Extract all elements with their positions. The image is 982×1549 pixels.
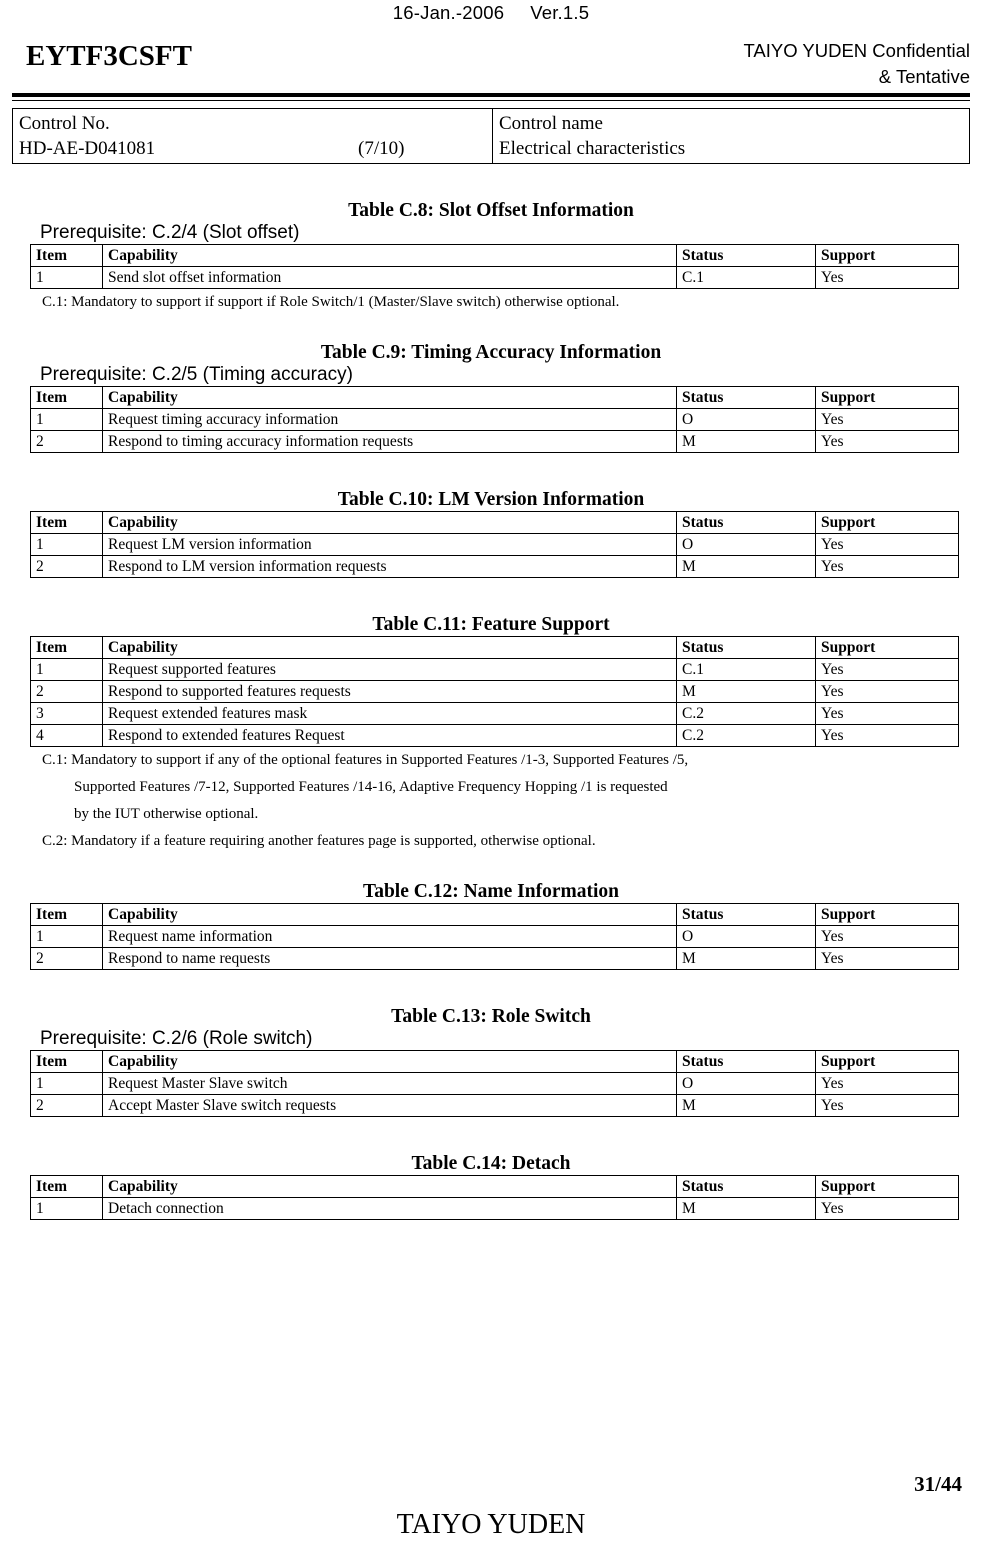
col-support: Support — [816, 637, 959, 659]
control-no-cell — [13, 109, 493, 163]
col-capability: Capability — [103, 637, 677, 659]
col-status: Status — [677, 245, 816, 267]
cell-status: O — [677, 409, 816, 431]
cell-capability: Respond to supported features requests — [103, 681, 677, 703]
cell-status: M — [677, 1198, 816, 1220]
cell-capability: Respond to timing accuracy information requests — [103, 431, 677, 453]
cell-item: 2 — [31, 431, 103, 453]
confidentiality-line-1: TAIYO YUDEN Confidential — [743, 40, 970, 61]
capability-table — [30, 903, 959, 970]
control-name-label: Control name — [499, 113, 603, 134]
cell-capability: Request extended features mask — [103, 703, 677, 725]
cell-support: Yes — [816, 725, 959, 747]
product-code: EYTF3CSFT — [26, 40, 192, 72]
control-info-box — [12, 108, 970, 164]
cell-support: Yes — [816, 267, 959, 289]
cell-status: M — [677, 948, 816, 970]
control-page-indicator: (7/10) — [358, 138, 405, 159]
cell-support: Yes — [816, 409, 959, 431]
table-header-row — [31, 637, 959, 659]
table-header-row — [31, 387, 959, 409]
table-title: Table C.9: Timing Accuracy Information — [320, 342, 662, 363]
col-support: Support — [816, 387, 959, 409]
cell-item: 2 — [31, 948, 103, 970]
table-prerequisite: Prerequisite: C.2/5 (Timing accuracy) — [40, 364, 353, 385]
cell-status: M — [677, 681, 816, 703]
col-item: Item — [31, 387, 103, 409]
cell-capability: Send slot offset information — [103, 267, 677, 289]
cell-item: 1 — [31, 1198, 103, 1220]
document-header — [12, 0, 970, 96]
capability-table — [30, 1175, 959, 1220]
cell-item: 1 — [31, 267, 103, 289]
cell-status: O — [677, 534, 816, 556]
table-row — [31, 431, 959, 453]
col-capability: Capability — [103, 512, 677, 534]
col-item: Item — [31, 1051, 103, 1073]
table-note: by the IUT otherwise optional. — [74, 806, 259, 822]
table-title: Table C.10: LM Version Information — [337, 489, 645, 510]
cell-capability: Request timing accuracy information — [103, 409, 677, 431]
cell-status: M — [677, 556, 816, 578]
cell-capability: Request supported features — [103, 659, 677, 681]
table-row — [31, 409, 959, 431]
control-name-cell — [493, 109, 969, 163]
col-capability: Capability — [103, 245, 677, 267]
table-row — [31, 534, 959, 556]
col-item: Item — [31, 904, 103, 926]
table-note: Supported Features /7-12, Supported Features /14-16, Adaptive Frequency Hopping /1 is requested — [74, 779, 668, 795]
col-status: Status — [677, 1176, 816, 1198]
control-name-value: Electrical characteristics — [499, 138, 686, 159]
cell-support: Yes — [816, 948, 959, 970]
cell-item: 2 — [31, 681, 103, 703]
cell-capability: Request LM version information — [103, 534, 677, 556]
cell-support: Yes — [816, 681, 959, 703]
table-row — [31, 681, 959, 703]
page-number: 31/44 — [914, 1472, 962, 1496]
footer-brand: TAIYO YUDEN — [396, 1509, 586, 1540]
cell-support: Yes — [816, 1095, 959, 1117]
cell-status: C.1 — [677, 659, 816, 681]
cell-capability: Respond to LM version information requests — [103, 556, 677, 578]
cell-support: Yes — [816, 1198, 959, 1220]
table-title: Table C.14: Detach — [411, 1153, 571, 1174]
col-status: Status — [677, 387, 816, 409]
cell-support: Yes — [816, 926, 959, 948]
table-row — [31, 926, 959, 948]
cell-capability: Accept Master Slave switch requests — [103, 1095, 677, 1117]
col-support: Support — [816, 904, 959, 926]
table-header-row — [31, 245, 959, 267]
capability-table — [30, 636, 959, 747]
table-row — [31, 1073, 959, 1095]
cell-capability: Respond to name requests — [103, 948, 677, 970]
table-prerequisite: Prerequisite: C.2/4 (Slot offset) — [40, 222, 300, 243]
table-title: Table C.8: Slot Offset Information — [348, 200, 634, 221]
capability-table — [30, 244, 959, 289]
col-item: Item — [31, 1176, 103, 1198]
cell-item: 1 — [31, 926, 103, 948]
table-row — [31, 725, 959, 747]
cell-status: M — [677, 1095, 816, 1117]
table-header-row — [31, 1176, 959, 1198]
cell-support: Yes — [816, 703, 959, 725]
cell-capability: Request Master Slave switch — [103, 1073, 677, 1095]
table-note: C.1: Mandatory to support if any of the optional features in Supported Features /1-3, Supported Features /5, — [42, 752, 689, 768]
table-title: Table C.11: Feature Support — [372, 614, 610, 635]
col-item: Item — [31, 512, 103, 534]
cell-capability: Request name information — [103, 926, 677, 948]
table-header-row — [31, 904, 959, 926]
col-support: Support — [816, 245, 959, 267]
table-row — [31, 659, 959, 681]
header-divider — [12, 93, 970, 101]
col-status: Status — [677, 512, 816, 534]
cell-capability: Respond to extended features Request — [103, 725, 677, 747]
table-row — [31, 267, 959, 289]
col-capability: Capability — [103, 904, 677, 926]
cell-status: C.2 — [677, 725, 816, 747]
cell-support: Yes — [816, 534, 959, 556]
cell-support: Yes — [816, 556, 959, 578]
cell-item: 2 — [31, 1095, 103, 1117]
table-prerequisite: Prerequisite: C.2/6 (Role switch) — [40, 1028, 313, 1049]
col-capability: Capability — [103, 1176, 677, 1198]
table-note: C.1: Mandatory to support if support if Role Switch/1 (Master/Slave switch) otherwise optional. — [42, 294, 620, 310]
cell-item: 2 — [31, 556, 103, 578]
cell-item: 1 — [31, 534, 103, 556]
cell-item: 1 — [31, 659, 103, 681]
table-row — [31, 1095, 959, 1117]
cell-item: 1 — [31, 409, 103, 431]
col-support: Support — [816, 1051, 959, 1073]
header-date: 16-Jan.-2006 — [392, 2, 505, 23]
cell-status: O — [677, 1073, 816, 1095]
control-no-label: Control No. — [19, 113, 110, 134]
capability-table — [30, 1050, 959, 1117]
cell-item: 4 — [31, 725, 103, 747]
cell-capability: Detach connection — [103, 1198, 677, 1220]
col-capability: Capability — [103, 1051, 677, 1073]
cell-status: M — [677, 431, 816, 453]
cell-status: O — [677, 926, 816, 948]
table-row — [31, 703, 959, 725]
capability-table — [30, 386, 959, 453]
confidentiality-line-2: & Tentative — [878, 66, 970, 87]
table-title: Table C.12: Name Information — [362, 881, 620, 902]
control-no-value: HD-AE-D041081 — [19, 138, 156, 159]
header-date-line — [12, 2, 970, 24]
table-header-row — [31, 512, 959, 534]
col-status: Status — [677, 904, 816, 926]
cell-support: Yes — [816, 659, 959, 681]
table-row — [31, 1198, 959, 1220]
table-header-row — [31, 1051, 959, 1073]
col-support: Support — [816, 512, 959, 534]
col-support: Support — [816, 1176, 959, 1198]
col-status: Status — [677, 1051, 816, 1073]
col-status: Status — [677, 637, 816, 659]
col-item: Item — [31, 245, 103, 267]
table-note: C.2: Mandatory if a feature requiring another features page is supported, otherwise optional. — [42, 833, 596, 849]
cell-item: 3 — [31, 703, 103, 725]
cell-status: C.2 — [677, 703, 816, 725]
table-row — [31, 948, 959, 970]
col-capability: Capability — [103, 387, 677, 409]
cell-item: 1 — [31, 1073, 103, 1095]
capability-table — [30, 511, 959, 578]
table-title: Table C.13: Role Switch — [391, 1006, 591, 1027]
confidentiality-notice — [743, 38, 970, 90]
cell-support: Yes — [816, 1073, 959, 1095]
cell-status: C.1 — [677, 267, 816, 289]
table-row — [31, 556, 959, 578]
col-item: Item — [31, 637, 103, 659]
cell-support: Yes — [816, 431, 959, 453]
header-version: Ver.1.5 — [530, 2, 590, 23]
